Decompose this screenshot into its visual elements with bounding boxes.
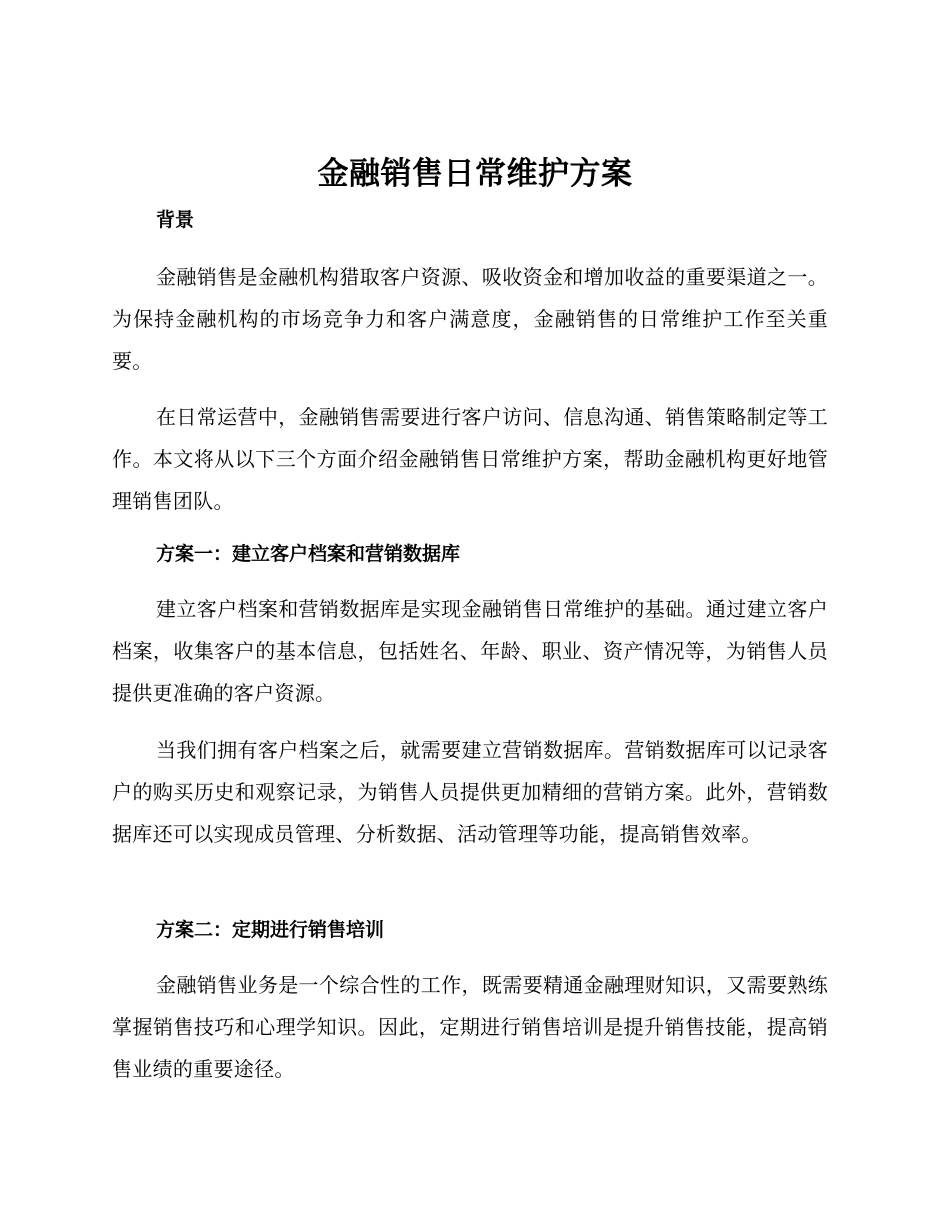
paragraph-plan1-2: 当我们拥有客户档案之后，就需要建立营销数据库。营销数据库可以记录客户的购买历史和观察记录，为销售人员提供更加精细的营销方案。此外，营销数据库还可以实现成员管理、分析数据、活动管理等功能，提高销售效率。 (112, 738, 828, 846)
paragraph-background-1: 金融销售是金融机构猎取客户资源、吸收资金和增加收益的重要渠道之一。为保持金融机构的市场竞争力和客户满意度，金融销售的日常维护工作至关重要。 (112, 265, 828, 373)
section-heading-plan1: 方案一：建立客户档案和营销数据库 (156, 543, 461, 565)
paragraph-plan1-1: 建立客户档案和营销数据库是实现金融销售日常维护的基础。通过建立客户档案，收集客户的基本信息，包括姓名、年龄、职业、资产情况等，为销售人员提供更准确的客户资源。 (112, 597, 828, 705)
document-title: 金融销售日常维护方案 (317, 156, 633, 192)
paragraph-plan2-1: 金融销售业务是一个综合性的工作，既需要精通金融理财知识，又需要熟练掌握销售技巧和心理学知识。因此，定期进行销售培训是提升销售技能，提高销售业绩的重要途径。 (112, 973, 828, 1081)
paragraph-background-2: 在日常运营中，金融销售需要进行客户访问、信息沟通、销售策略制定等工作。本文将从以下三个方面介绍金融销售日常维护方案，帮助金融机构更好地管理销售团队。 (112, 405, 828, 513)
section-heading-plan2: 方案二：定期进行销售培训 (156, 919, 385, 941)
section-heading-background: 背景 (156, 209, 195, 231)
